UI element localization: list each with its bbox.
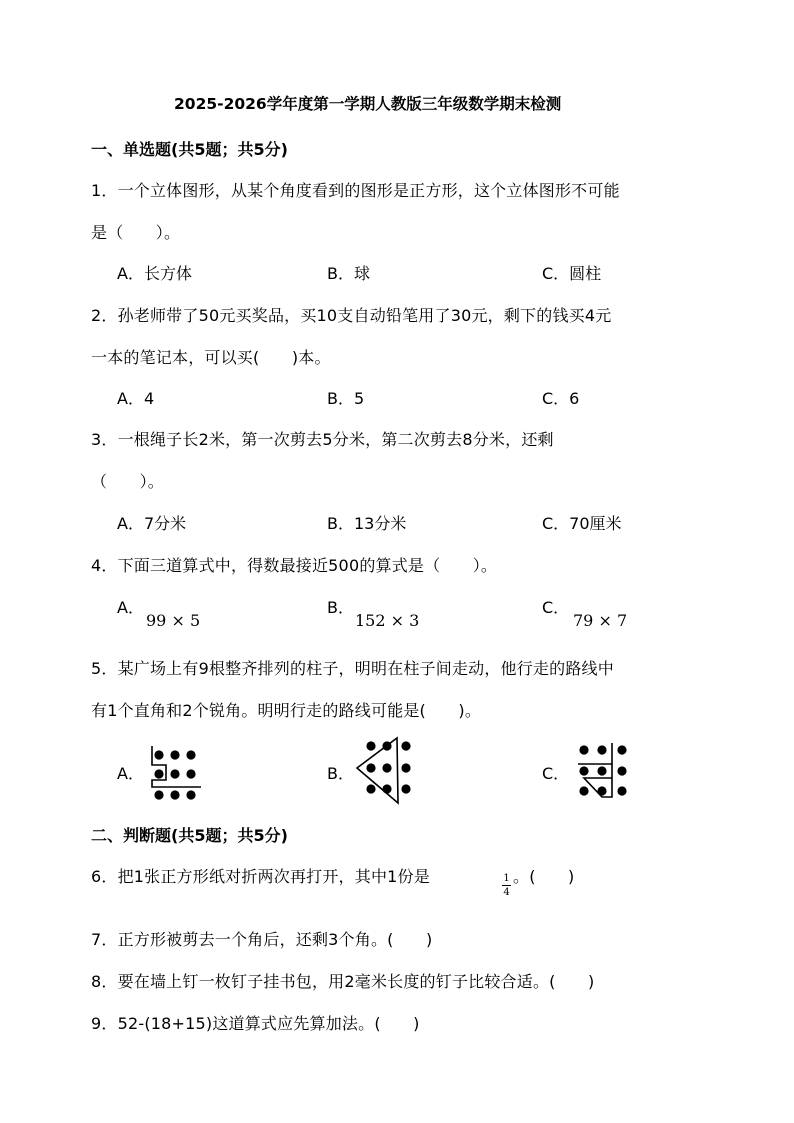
question-3-option-c[interactable]: C．70厘米: [542, 514, 622, 533]
question-6-text: 6．把1张正方形纸对折两次再打开，其中1份是: [91, 867, 430, 886]
question-1-line-1: 1．一个立体图形，从某个角度看到的图形是正方形，这个立体图形不可能: [91, 181, 620, 200]
section-heading-true-false: 二、判断题(共5题；共5分): [91, 826, 288, 845]
question-5-figure-b: [355, 735, 417, 805]
question-4-line-1: 4．下面三道算式中，得数最接近500的算式是（ ）。: [91, 556, 498, 575]
fraction-one-quarter: [502, 873, 511, 898]
question-4-option-a[interactable]: A．: [117, 598, 144, 617]
question-5-line-2: 有1个直角和2个锐角。明明行走的路线可能是( )。: [91, 701, 482, 720]
question-6-answer-blank[interactable]: 。( ): [513, 867, 575, 886]
question-3-line-2: （ ）。: [91, 472, 165, 491]
question-1-option-c[interactable]: C．圆柱: [542, 264, 602, 283]
question-5-option-a[interactable]: A．: [117, 764, 144, 783]
question-4-option-c[interactable]: C．: [542, 598, 570, 617]
question-1-option-b[interactable]: B．球: [327, 264, 370, 283]
question-4-expression-c: 79 × 7: [573, 611, 628, 630]
question-5-option-c[interactable]: C．: [542, 764, 570, 783]
question-3-option-b[interactable]: B．13分米: [327, 514, 407, 533]
fraction-denominator: 4: [503, 887, 510, 898]
question-9-text: 9．52-(18+15)这道算式应先算加法。( ): [91, 1014, 420, 1033]
question-5-figure-a: [145, 744, 207, 804]
question-8-text: 8．要在墙上钉一枚钉子挂书包，用2毫米长度的钉子比较合适。( ): [91, 972, 595, 991]
question-1-option-a[interactable]: A．长方体: [117, 264, 192, 283]
question-2-option-b[interactable]: B．5: [327, 389, 365, 408]
question-7-text: 7．正方形被剪去一个角后，还剩3个角。( ): [91, 930, 433, 949]
question-3-line-1: 3．一根绳子长2米，第一次剪去5分米，第二次剪去8分米，还剩: [91, 430, 554, 449]
question-3-option-a[interactable]: A．7分米: [117, 514, 187, 533]
question-4-option-b[interactable]: B．: [327, 598, 354, 617]
question-2-line-2: 一本的笔记本，可以买( )本。: [91, 348, 331, 367]
page-title: 2025-2026学年度第一学期人教版三年级数学期末检测: [174, 95, 562, 113]
question-1-line-2: 是（ ）。: [91, 223, 181, 242]
question-2-option-c[interactable]: C．6: [542, 389, 580, 408]
question-5-option-b[interactable]: B．: [327, 764, 354, 783]
fraction-bar: [502, 885, 511, 886]
fraction-numerator: 1: [503, 873, 510, 884]
question-4-expression-a: 99 × 5: [146, 611, 201, 630]
question-2-line-1: 2．孙老师带了50元买奖品，买10支自动铅笔用了30元，剩下的钱买4元: [91, 306, 612, 325]
question-2-option-a[interactable]: A．4: [117, 389, 155, 408]
question-5-line-1: 5．某广场上有9根整齐排列的柱子，明明在柱子间走动，他行走的路线中: [91, 659, 614, 678]
question-4-expression-b: 152 × 3: [355, 611, 420, 630]
question-5-figure-c: [570, 740, 632, 802]
section-heading-single-choice: 一、单选题(共5题；共5分): [91, 140, 288, 159]
